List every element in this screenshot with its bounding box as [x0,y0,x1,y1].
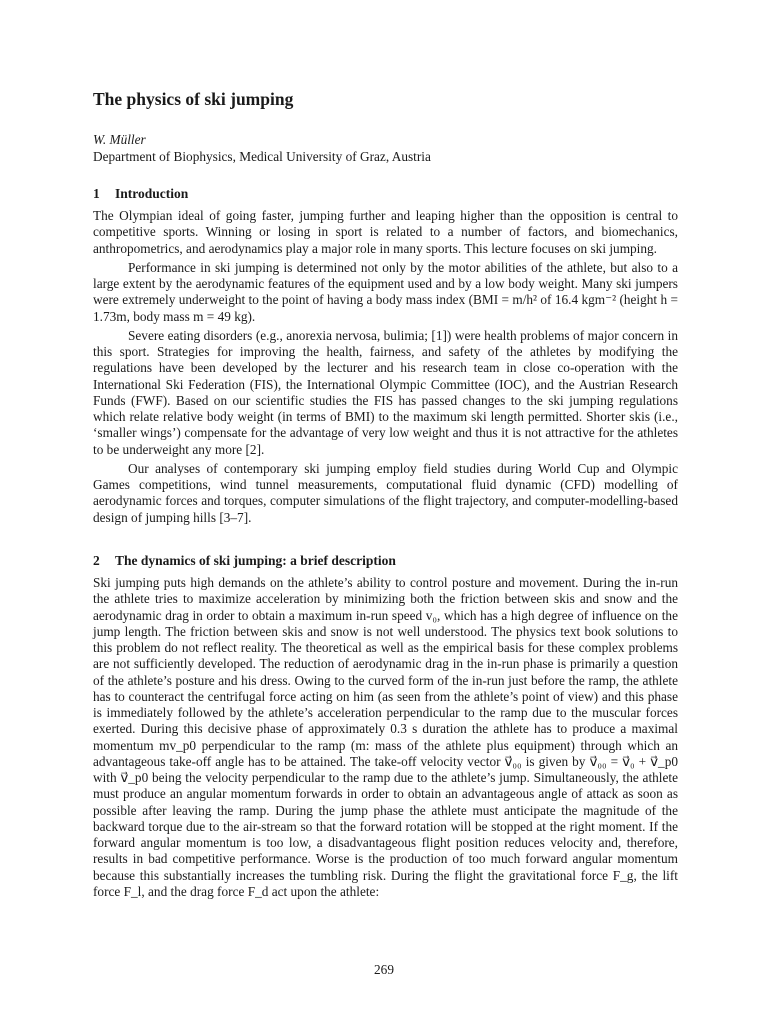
section-heading-dynamics [93,553,396,569]
section-number: 2 [93,553,100,568]
section-heading-introduction [93,186,188,202]
paragraph: Our analyses of contemporary ski jumping employ field studies during World Cup and Olympic Games competitions, wind tunnel measurements, computational fluid dynamic (CFD) modelling of aerodynamic forces and torques, computer simulations of the flight trajectory, and computer-modelling-based design of jumping hills [3–7]. [93,460,678,525]
section-body-dynamics [93,575,678,903]
section-number: 1 [93,186,100,201]
paragraph: Severe eating disorders (e.g., anorexia nervosa, bulimia; [1]) were health problems of major concern in this sport. Strategies for improving the health, fairness, and safety of the athletes by modifying the regulations have been developed by the lecturer and his research team in close co-operation with the International Ski Federation (FIS), the International Olympic Committee (IOC), and the Austrian Research Funds (FWF). Based on our scientific studies the FIS has passed changes to the ski jumping regulations which relate relative body weight (in terms of BMI) to the maximum ski length permitted. Shorter skis (i.e., ‘smaller wings’) compensate for the advantage of very low weight and thus it is not attractive for the athletes to be underweight any more [2]. [93,327,678,457]
author-affiliation: Department of Biophysics, Medical University of Graz, Austria [93,149,431,164]
paragraph: Ski jumping puts high demands on the athlete’s ability to control posture and movement. During the in-run the athlete tries to maximize acceleration by minimizing both the friction between skis and snow and the aerodynamic drag in order to obtain a maximum in-run speed v₀, which has a high degree of influence on the jump length. The friction between skis and snow is not well understood. The physics text book solutions to this problem do not reflect reality. The theoretical as well as the empirical basis for these complex problems are not sufficiently developed. The reduction of aerodynamic drag in the in-run phase is primarily a question of the athlete’s posture and his dress. Owing to the curved form of the in-run just before the ramp, the athlete has to counteract the centrifugal force acting on him (as seen from the athlete’s point of view) and this phase is immediately followed by the athlete’s acceleration perpendicular to the ramp due to the muscular forces exerted. During this decisive phase of approximately 0.3 s duration the athlete has to produce a maximal momentum mv_p0 perpendicular to the ramp (m: mass of the athlete plus equipment) through which an advantageous take-off angle has to be attained. The take-off velocity vector v⃗₀₀ is given by v⃗₀₀ = v⃗₀ + v⃗_p0 with v⃗_p0 being the velocity perpendicular to the ramp due to the athlete’s jump. Simultaneously, the athlete must produce an angular momentum forwards in order to obtain an advantageous angle of attack as soon as possible after leaving the ramp. During the jump phase the athlete must anticipate the magnitude of the backward torque due to the air-stream so that the forward rotation will be stopped at the right moment. If the forward angular momentum is too low, a disadvantageous flight position reduces velocity and, therefore, results in bad competitive performance. Worse is the production of too much forward angular momentum because this substantially increases the tumbling risk. During the flight the gravitational force F_g, the lift force F_l, and the drag force F_d act upon the athlete: [93,575,678,899]
section-title: Introduction [115,186,189,201]
paragraph: The Olympian ideal of going faster, jumping further and leaping higher than the opposition is central to competitive sports. Winning or losing in sport is related to a number of factors, and biomechanics, anthropometrics, and aerodynamics play a major role in many sports. This lecture focuses on ski jumping. [93,208,678,256]
author-name: W. Müller [93,132,146,147]
page-number: 269 [374,962,394,977]
section-body-introduction [93,208,678,529]
paper-title: The physics of ski jumping [93,89,294,109]
paragraph: Performance in ski jumping is determined not only by the motor abilities of the athlete, but also to a large extent by the aerodynamic features of the equipment used and by a low body weight. Many ski jumpers were extremely underweight to the point of having a body mass index (BMI = m/h² of 16.4 kgm⁻² (height h = 1.73m, body mass m = 49 kg). [93,259,678,324]
section-title: The dynamics of ski jumping: a brief description [115,553,396,568]
